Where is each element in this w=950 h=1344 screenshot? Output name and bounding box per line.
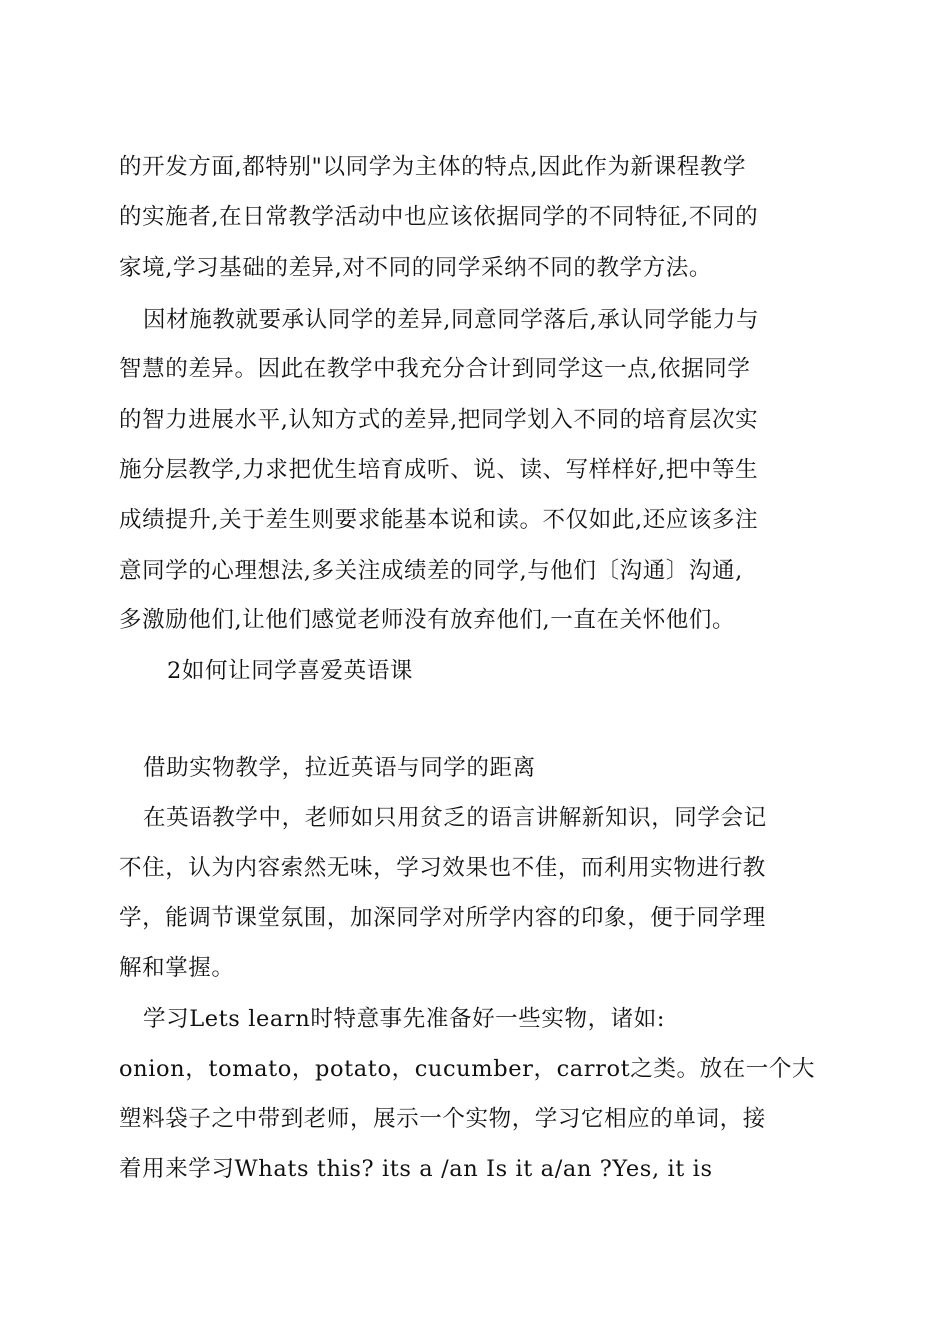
paragraph-line: 着用来学习Whats this? its a /an Is it a/an ?Yes, it is (119, 1156, 713, 1182)
paragraph-line: 学习Lets learn时特意事先准备好一些实物，诸如: (143, 1006, 666, 1032)
paragraph-line: 意同学的心理想法,多关注成绩差的同学,与他们〔沟通〕沟通, (119, 558, 743, 584)
paragraph-line: 的实施者,在日常教学活动中也应该依据同学的不同特征,不同的 (119, 204, 759, 230)
paragraph-line: 在英语教学中，老师如只用贫乏的语言讲解新知识，同学会记 (143, 805, 767, 831)
paragraph-line: 因材施教就要承认同学的差异,同意同学落后,承认同学能力与 (143, 307, 760, 333)
paragraph-line: 施分层教学,力求把优生培育成听、说、读、写样样好,把中等生 (119, 457, 759, 483)
paragraph-line: 不住，认为内容索然无味，学习效果也不佳，而利用实物进行教 (119, 855, 766, 881)
paragraph-line: 智慧的差异。因此在教学中我充分合计到同学这一点,依据同学 (119, 356, 751, 382)
paragraph-line: 家境,学习基础的差异,对不同的同学采纳不同的教学方法。 (119, 255, 713, 281)
paragraph-line: 多激励他们,让他们感觉老师没有放弃他们,一直在关怀他们。 (119, 607, 736, 633)
paragraph-line: 的开发方面,都特别"以同学为主体的特点,因此作为新课程教学 (119, 154, 747, 180)
subsection-heading: 借助实物教学，拉近英语与同学的距离 (143, 755, 536, 781)
paragraph-line: 塑料袋子之中带到老师，展示一个实物，学习它相应的单词，接 (119, 1106, 766, 1132)
paragraph-line: 学，能调节课堂氛围，加深同学对所学内容的印象，便于同学理 (119, 905, 766, 931)
paragraph-line: 的智力进展水平,认知方式的差异,把同学划入不同的培育层次实 (119, 407, 759, 433)
paragraph-line: 成绩提升,关于差生则要求能基本说和读。不仅如此,还应该多注 (119, 507, 759, 533)
paragraph-line: 解和掌握。 (119, 955, 235, 981)
section-heading: 2如何让同学喜爱英语课 (167, 658, 413, 684)
paragraph-line: onion，tomato，potato，cucumber，carrot之类。放在一个大 (119, 1056, 816, 1082)
